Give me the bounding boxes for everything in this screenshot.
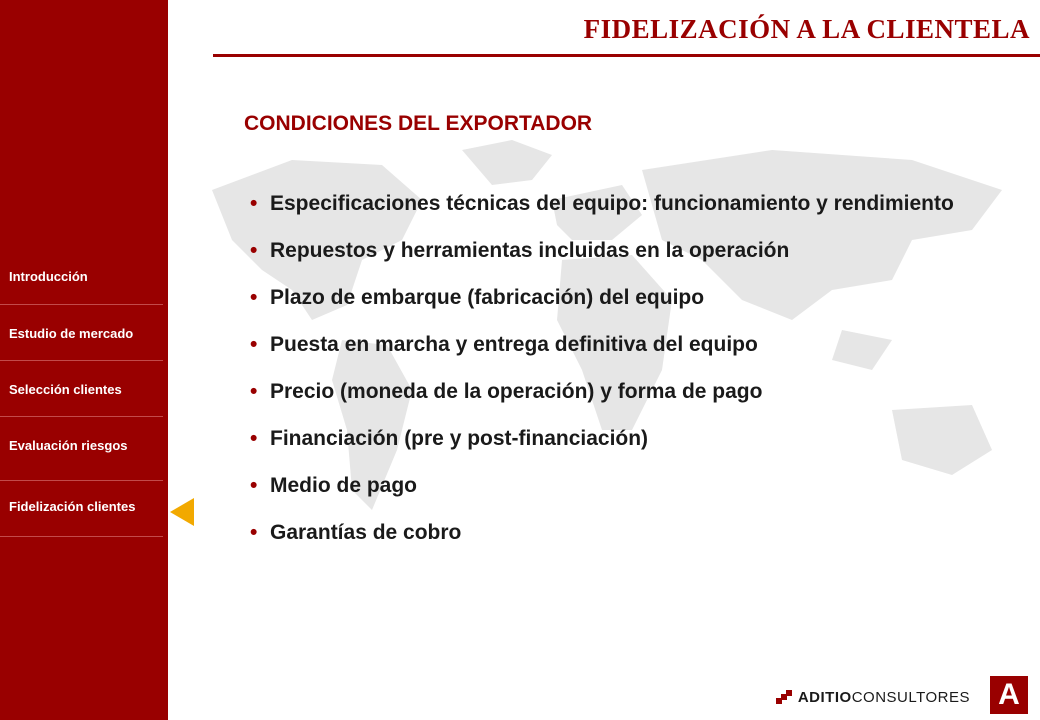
bullet-icon: • — [250, 333, 258, 356]
list-item — [248, 180, 1008, 227]
list-item-text: Puesta en marcha y entrega definitiva del equipo — [270, 333, 758, 356]
bullet-icon: • — [250, 521, 258, 544]
bullet-icon: • — [250, 239, 258, 262]
list-item-text: Garantías de cobro — [270, 521, 462, 544]
nav-item-fidelizacion-clientes[interactable] — [0, 478, 163, 534]
logo-brand-light: CONSULTORES — [851, 688, 970, 706]
nav-item-introduccion[interactable] — [0, 248, 163, 304]
list-item — [248, 462, 1008, 509]
list-item — [248, 227, 1008, 274]
list-item-text: Financiación (pre y post-financiación) — [270, 427, 649, 450]
logo-brand-bold: ADITIO — [797, 688, 852, 706]
list-item — [248, 274, 1008, 321]
bullet-icon: • — [250, 474, 258, 497]
bullet-icon: • — [250, 286, 258, 309]
nav-item-label: Introducción — [9, 268, 88, 284]
list-item — [248, 509, 1008, 556]
nav-item-label: Estudio de mercado — [9, 325, 134, 341]
page-title: FIDELIZACIÓN A LA CLIENTELA — [583, 14, 1030, 44]
nav-item-evaluacion-riesgos[interactable] — [0, 417, 163, 473]
nav-divider — [0, 536, 163, 537]
list-item — [248, 368, 1008, 415]
bullet-icon: • — [250, 427, 258, 450]
title-underline — [213, 54, 1040, 57]
list-item — [248, 321, 1008, 368]
nav-item-seleccion-clientes[interactable] — [0, 361, 163, 417]
bullet-icon: • — [250, 380, 258, 403]
nav-item-label: Fidelización clientes — [9, 498, 136, 514]
nav-item-label: Evaluación riesgos — [9, 437, 128, 453]
nav-item-estudio-mercado[interactable] — [0, 305, 163, 361]
logo-squares-icon — [776, 690, 792, 704]
list-item-text: Medio de pago — [270, 474, 417, 497]
list-item-text: Precio (moneda de la operación) y forma de pago — [270, 380, 763, 403]
list-item-text: Repuestos y herramientas incluidas en la operación — [270, 239, 790, 262]
section-heading: CONDICIONES DEL EXPORTADOR — [244, 112, 593, 135]
conditions-list — [248, 180, 1008, 556]
company-logo — [776, 686, 970, 708]
bullet-icon: • — [250, 192, 258, 215]
list-item-text: Plazo de embarque (fabricación) del equipo — [270, 286, 705, 309]
list-item — [248, 415, 1008, 462]
sidebar-nav — [0, 0, 168, 720]
brand-mark-icon: A — [990, 676, 1028, 714]
nav-item-label: Selección clientes — [9, 381, 122, 397]
list-item-text: Especificaciones técnicas del equipo: funcionamiento y rendimiento — [270, 192, 954, 215]
